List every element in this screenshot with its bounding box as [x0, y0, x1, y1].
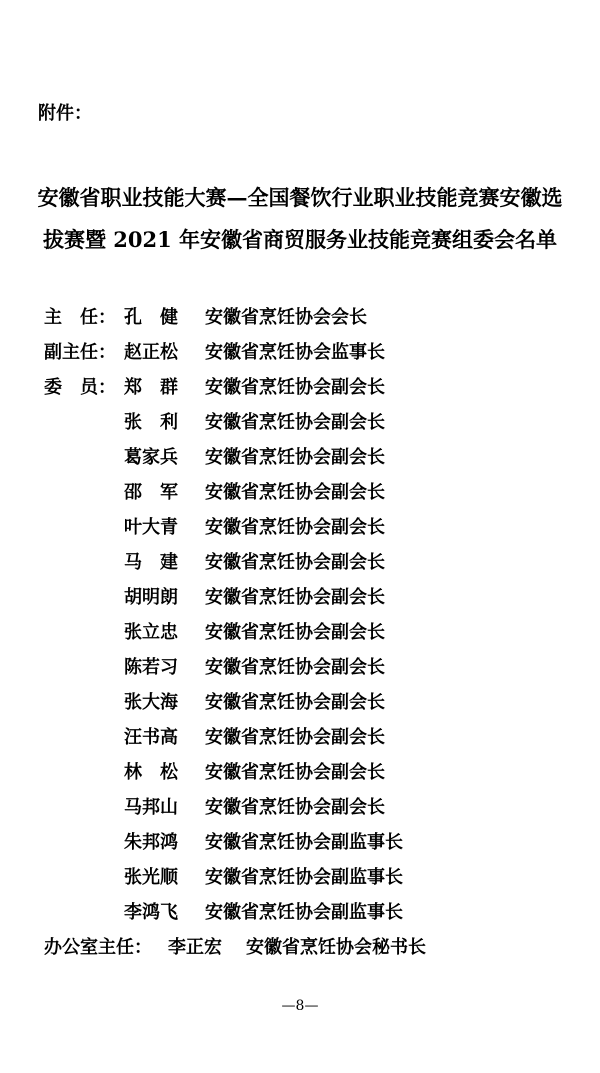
member-name: 林 松 — [124, 762, 178, 783]
member-post: 安徽省烹饪协会副会长 — [205, 622, 385, 643]
member-role: 委 员： — [44, 377, 116, 398]
member-name: 张光顺 — [124, 867, 178, 888]
member-name: 陈若习 — [124, 657, 178, 678]
roster-row — [0, 551, 600, 575]
member-post: 安徽省烹饪协会副监事长 — [205, 867, 403, 888]
roster-row — [0, 481, 600, 505]
attachment-label: 附件： — [38, 103, 92, 124]
member-name: 孔 健 — [124, 307, 178, 328]
member-post: 安徽省烹饪协会副会长 — [205, 657, 385, 678]
member-post: 安徽省烹饪协会副会长 — [205, 412, 385, 433]
member-role: 主 任： — [44, 307, 116, 328]
member-name: 朱邦鸿 — [124, 832, 178, 853]
office-director-post: 安徽省烹饪协会秘书长 — [246, 937, 426, 958]
member-post: 安徽省烹饪协会副会长 — [205, 727, 385, 748]
member-post: 安徽省烹饪协会副会长 — [205, 692, 385, 713]
member-post: 安徽省烹饪协会监事长 — [205, 342, 385, 363]
roster-row — [0, 306, 600, 330]
member-post: 安徽省烹饪协会副会长 — [205, 797, 385, 818]
member-post: 安徽省烹饪协会副会长 — [205, 587, 385, 608]
member-post: 安徽省烹饪协会副会长 — [205, 762, 385, 783]
member-name: 马 建 — [124, 552, 178, 573]
member-name: 葛家兵 — [124, 447, 178, 468]
document-title-line-2: 拔赛暨 2021 年安徽省商贸服务业技能竞赛组委会名单 — [42, 227, 558, 252]
member-name: 张 利 — [124, 412, 178, 433]
roster-row — [0, 656, 600, 680]
page-number: —8— — [281, 998, 319, 1014]
office-director-name: 李正宏 — [168, 937, 222, 958]
office-director-row — [0, 936, 600, 960]
member-post: 安徽省烹饪协会会长 — [205, 307, 367, 328]
member-name: 赵正松 — [124, 342, 178, 363]
roster-row — [0, 761, 600, 785]
roster-row — [0, 691, 600, 715]
member-role: 副主任： — [44, 342, 116, 363]
member-post: 安徽省烹饪协会副会长 — [205, 552, 385, 573]
roster-row — [0, 516, 600, 540]
roster-row — [0, 726, 600, 750]
roster-row — [0, 411, 600, 435]
member-name: 叶大青 — [124, 517, 178, 538]
roster-row — [0, 901, 600, 925]
roster-row — [0, 796, 600, 820]
member-post: 安徽省烹饪协会副会长 — [205, 517, 385, 538]
member-post: 安徽省烹饪协会副会长 — [205, 447, 385, 468]
document-title-line-1: 安徽省职业技能大赛—全国餐饮行业职业技能竞赛安徽选 — [37, 185, 563, 210]
roster-row — [0, 376, 600, 400]
member-post: 安徽省烹饪协会副监事长 — [205, 902, 403, 923]
roster-row — [0, 586, 600, 610]
roster-row — [0, 831, 600, 855]
member-name: 胡明朗 — [124, 587, 178, 608]
office-director-role: 办公室主任： — [44, 937, 152, 958]
member-post: 安徽省烹饪协会副会长 — [205, 482, 385, 503]
member-name: 郑 群 — [124, 377, 178, 398]
member-name: 邵 军 — [124, 482, 178, 503]
member-name: 汪书高 — [124, 727, 178, 748]
member-name: 李鸿飞 — [124, 902, 178, 923]
member-name: 张立忠 — [124, 622, 178, 643]
roster-row — [0, 866, 600, 890]
member-name: 张大海 — [124, 692, 178, 713]
member-post: 安徽省烹饪协会副监事长 — [205, 832, 403, 853]
roster-row — [0, 446, 600, 470]
roster-row — [0, 341, 600, 365]
member-post: 安徽省烹饪协会副会长 — [205, 377, 385, 398]
member-name: 马邦山 — [124, 797, 178, 818]
roster-row — [0, 621, 600, 645]
